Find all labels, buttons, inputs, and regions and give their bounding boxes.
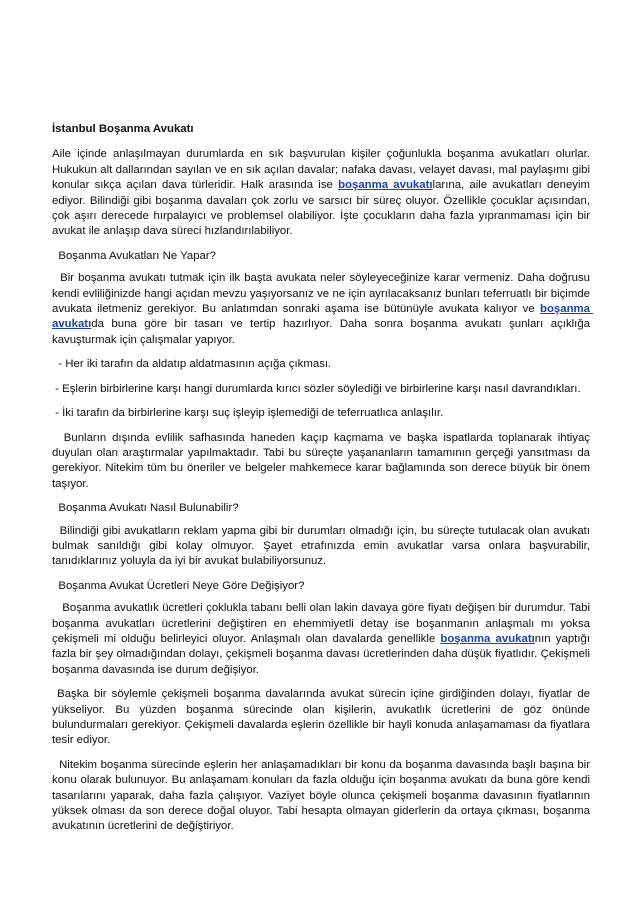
bosanma-avukati-link[interactable]: boşanma avukatı [440,632,535,645]
cekismeli-paragraph: Başka bir söylemle çekişmeli boşanma davalarında avukat sürecin içine girdiğinden dolayı, fiyatlar de yükseliyor. Bu yüzden boşanma sürecinde olan kişilerin, avukatlık ücretlerini de göz önünde bulundurmaları gerekiyor. Çekişmeli davalarda eşlerin özellikle bir hayli konuda anlaşamaması da fiyatlara tesir ediyor. [52,688,594,747]
bosanma-avukati-link[interactable]: boşanma avukatı [338,179,433,192]
section-heading-ne-yapar: Boşanma Avukatları Ne Yapar? [52,249,217,262]
ucretler-text-b: nın yaptığı fazla bir şey olmadığından dolayı, çekişmeli boşanma davası ücretlerinden daha düşük fiyatlıdır. Çekişmeli boşanma davasında ise durum değişiyor. [52,632,594,676]
document-page [52,122,594,844]
list-item: - İki tarafın da birbirlerine karşı suç işleyip işlemediği de teferruatlıca anlaşılır. [52,407,444,420]
ucretler-text-a: Boşanma avukatlık ücretleri çoklukla tabanı belli olan lakin davaya göre fiyatı değişen bir durumdur. Tabi boşanma avukatları ücretlerini değiştiren en ehemmiyetli detay ise boşanmanın anlaşmalı mı yoksa çekişmeli mi olduğu belirleyici oluyor. Anlaşmalı olan davalarda genellikle [52,602,594,645]
intro-text-a: Aile içinde anlaşılmayan durumlarda en sık başvurulan kişiler çoğunlukla boşanma avukatları olurlar. Hukukun alt dallarından sayılan ve en sık açılan davalar; nafaka davası, velayet davası, mal paylaşımı gibi konular sıkça açılan dava türleridir. Halk arasında ise [52,148,590,192]
closing-paragraph: Nitekim boşanma sürecinde eşlerin her anlaşamadıkları bir konu da boşanma davasında başlı başına bir konu olarak bulunuyor. Bu anlaşamam konuları da fazla olduğu için boşanma avukatı da buna göre kendi tasarılarını yaparak, daha fazla çalışıyor. Vaziyet böyle olunca çekişmeli boşanma davasının fiyatlarının yüksek olması da son derece doğal oluyor. Tabi hesapta olmayan giderlerin da ortaya çıkması, boşanma avukatının ücretlerini de değiştiriyor. [52,758,594,833]
intro-text-b: larına, aile avukatları deneyim ediyor. Bilindiği gibi boşanma davaları çok zorlu ve sarsıcı bir süreç oluyor. Özellikle çocuklar açısından, çok aşırı derecede hırpalayıcı ve problemsel olabiliyor. İşte çocukların daha fazla yıpranmaması için bir avukat ile anlaşıp dava süreci hızlandırılabiliyor. [52,179,590,238]
nasil-bulunabilir-paragraph: Bilindiği gibi avukatların reklam yapma gibi bir durumları olmadığı için, bu süreçte tutulacak olan avukatı bulmak sanıldığı gibi kolay olmuyor. Şayet etrafınızda emin avukatlar varsa onlara başvurabilir, tanıdıklarınız yoluyla da iyi bir avukat bulabiliyorsunuz. [52,524,594,568]
ne-yapar-paragraph [52,271,594,348]
ne-yapar-text-a: Bir boşanma avukatı tutmak için ilk başta avukata neler söyleyeceğinize karar vermeniz. Daha doğrusu kendi evliliğinizde hangi açıdan mevzu yaşıyorsanız ve ne için ayrılacaksanız bunları teferruatlı bir biçimde avukata iletmeniz gerekiyor. Bu anlatımdan sonraki aşama ise bütünüyle avukata kalıyor ve [52,272,594,316]
document-title: İstanbul Boşanma Avukatı [52,123,194,135]
bosanma-avukati-link[interactable]: boşanma avukatı [52,303,594,331]
ne-yapar-text-b: da buna göre bir tasarı ve tertip hazırlıyor. Daha sonra boşanma avukatı şunları açıklığa kavuşturmak için çalışmalar yapıyor. [52,318,594,346]
section-heading-nasil-bulunabilir: Boşanma Avukatı Nasıl Bulunabilir? [52,502,239,515]
evidence-paragraph: Bunların dışında evlilik safhasında haneden kaçıp kaçmama ve başka ispatlarda toplanarak ihtiyaç duyulan olan araştırmalar yapılmaktadır. Tabi bu süreçte yaşananların tamamının gerçeği yansıtması da gerekiyor. Nitekim tüm bu öneriler ve belgeler mahkemece karar bağlamında son derece büyük bir önem taşıyor. [52,431,594,490]
section-heading-ucretler: Boşanma Avukat Ücretleri Neye Göre Değişiyor? [52,579,305,592]
list-item: - Eşlerin birbirlerine karşı hangi durumlarda kırıcı sözler söylediği ve birbirlerine karşı nasıl davrandıkları. [52,382,581,395]
list-item: - Her iki tarafın da aldatıp aldatmasının açığa çıkması. [52,358,332,371]
ucretler-paragraph [52,601,594,678]
intro-paragraph [52,147,590,239]
